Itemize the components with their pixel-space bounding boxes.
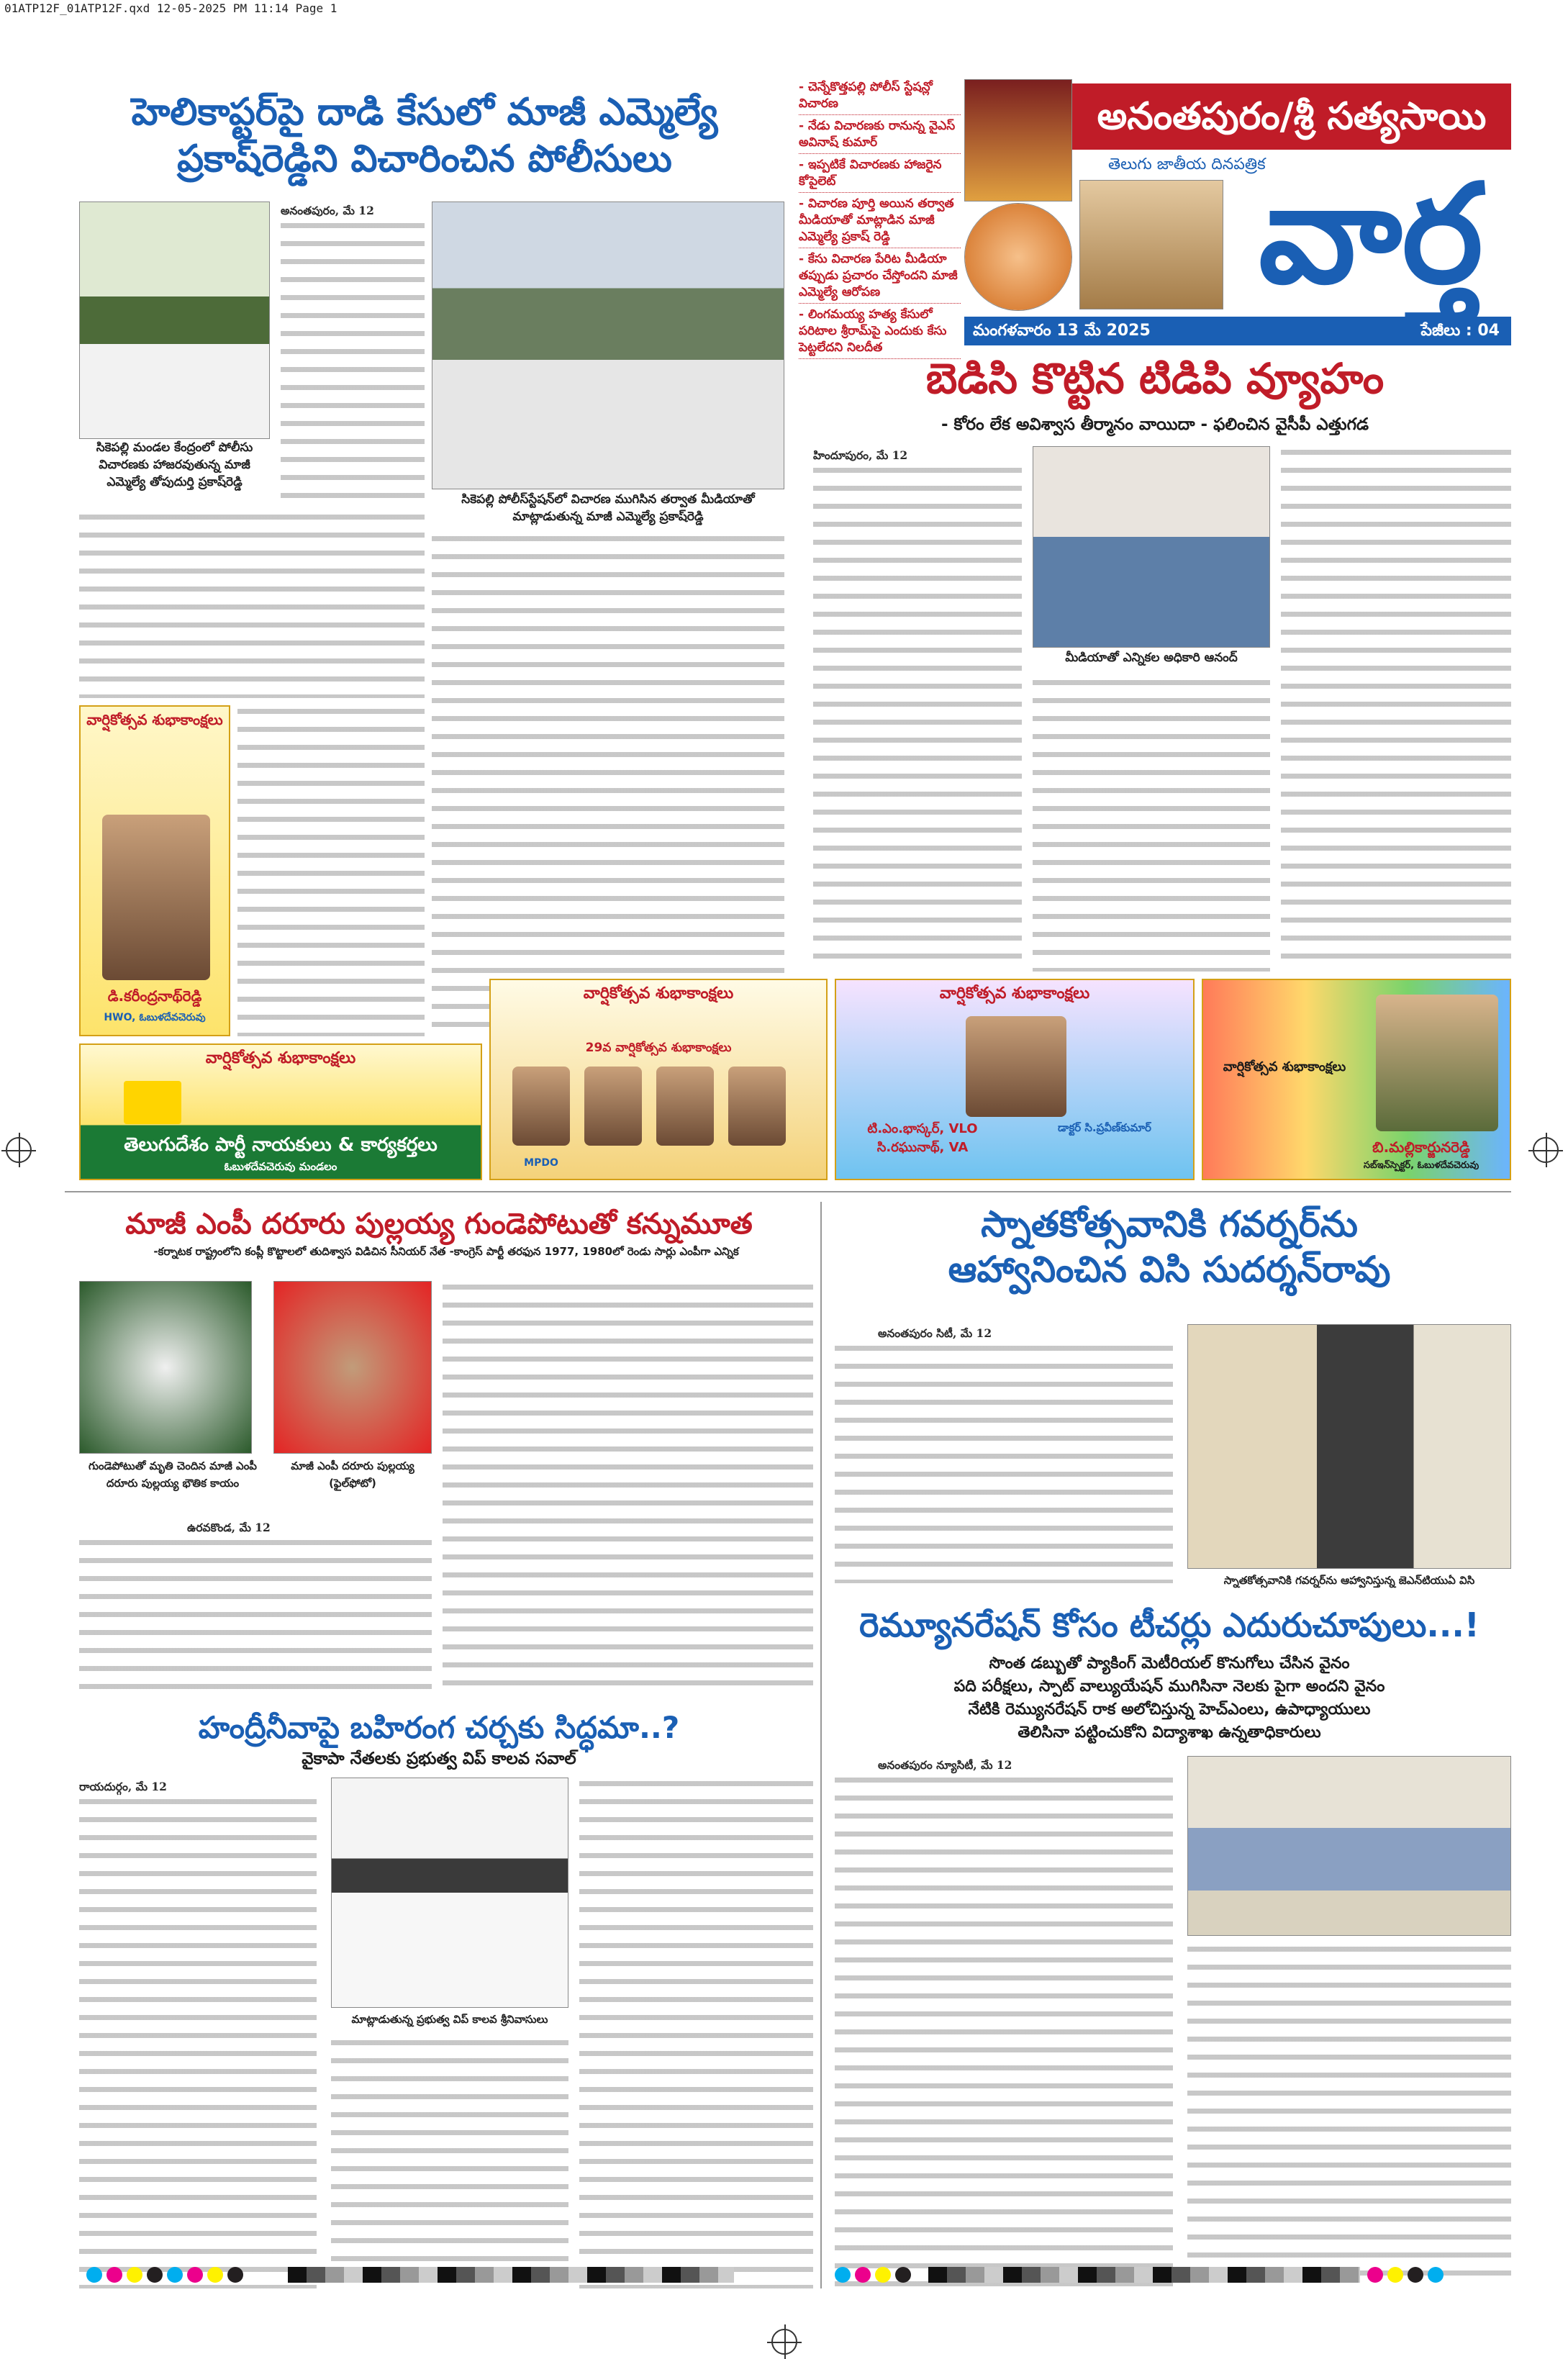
gray-bar-right — [928, 2267, 1360, 2283]
ex-mp-caption-2: మాజీ ఎంపీ దరూరు పుల్లయ్య (ఫైల్‌ఫోటో) — [273, 1457, 432, 1492]
helicopter-caption-2: సికెపల్లి పోలీస్‌స్టేషన్‌లో విచారణ ముగిసిన తర్వాత మీడియాతో మాట్లాడుతున్న మాజీ ఎమ్మెల్యే ప్రకాష్‌రెడ్డి — [432, 491, 784, 525]
ad-tdp-party — [79, 1043, 482, 1180]
print-slug: 01ATP12F_01ATP12F.qxd 12-05-2025 PM 11:14 Page 1 — [4, 1, 337, 15]
ad-person-name: సి.రఘునాథ్, VA — [876, 1140, 969, 1155]
convocation-dateline: అనంతపురం సిటీ, మే 12 — [835, 1324, 1173, 1342]
ex-mp-dateline: ఉరవకొండ, మే 12 — [79, 1518, 432, 1536]
newspaper-page — [65, 79, 1511, 2252]
column-rule — [820, 1202, 822, 2288]
issue-date: మంగళవారం 13 మే 2025 — [973, 322, 1151, 340]
tdp-flag-icon — [124, 1081, 181, 1124]
registration-mark-right-icon — [1533, 1137, 1559, 1163]
ad-person-name: టి.ఎం.భాస్కర్, VLO — [867, 1121, 978, 1136]
handri-col-1 — [79, 1778, 317, 2288]
convocation-headline-line-1: స్నాతకోత్సవానికి గవర్నర్‌ను — [981, 1203, 1358, 1245]
handri-col-2 — [331, 2037, 568, 2288]
helicopter-col-1 — [281, 202, 425, 504]
helicopter-headline-line-2: ప్రకాష్‌రెడ్డిని విచారించిన పోలీసులు — [177, 137, 672, 181]
teachers-subhead-4: తెలిసినా పట్టించుకోని విద్యాశాఖ ఉన్నతాధికారులు — [1018, 1724, 1321, 1742]
color-bar-right — [835, 2267, 911, 2283]
handri-caption: మాట్లాడుతున్న ప్రభుత్వ విప్ కాలవ శ్రీనివాసులు — [331, 2011, 568, 2028]
ad-anniversary-tag: 29వ వార్షికోత్సవ శుభాకాంక్షలు — [585, 1041, 732, 1055]
bullet-item: - లింగమయ్య హత్య కేసులో పరిటాల శ్రీరామ్‌పై ఎందుకు కేసు పెట్టలేదని నిలదీత — [799, 307, 961, 359]
edition-region: అనంతపురం/శ్రీ సత్యసాయి — [1072, 83, 1511, 150]
ad-karindranath — [79, 705, 230, 1036]
tagline: తెలుగు జాతీయ దినపత్రిక — [1108, 155, 1266, 173]
handri-dateline: రాయదుర్గం, మే 12 — [79, 1778, 317, 1796]
ad-portrait — [728, 1067, 786, 1146]
helicopter-bullets — [799, 79, 961, 362]
ad-vlo — [835, 979, 1195, 1180]
ad-greeting: వార్షికోత్సవ శుభాకాంక్షలు — [86, 711, 223, 728]
tdp-photo — [1033, 446, 1270, 648]
color-bar-left — [86, 2267, 243, 2283]
ad-greeting: వార్షికోత్సవ శుభాకాంక్షలు — [583, 984, 734, 1002]
ex-mp-headline: మాజీ ఎంపీ దరూరు పుల్లయ్య గుండెపోటుతో కన్నుమూత — [125, 1208, 753, 1241]
deity-photo — [964, 79, 1072, 202]
ad-portrait — [102, 815, 210, 980]
ad-party-title: తెలుగుదేశం పార్టీ నాయకులు & కార్యకర్తలు — [124, 1134, 438, 1156]
helicopter-dateline: అనంతపురం, మే 12 — [281, 202, 425, 219]
teachers-subhead-3: నేటికి రెమ్యునరేషన్ రాక అలోచిస్తున్న హెచ్‌ఎంలు, ఉపాధ్యాయులు — [968, 1701, 1371, 1719]
ad-portrait — [966, 1016, 1066, 1117]
sai-baba-photo — [964, 203, 1072, 311]
convocation-col-1 — [835, 1324, 1173, 1583]
convocation-caption: స్నాతకోత్సవానికి గవర్నర్‌ను ఆహ్వానిస్తున్న జెఎన్‌టియుఏ విసి — [1187, 1572, 1511, 1589]
ad-person-name: డాక్టర్ సి.ప్రవీణ్‌కుమార్ — [1058, 1121, 1151, 1134]
ad-si — [1202, 979, 1511, 1180]
helicopter-col-2 — [79, 511, 425, 698]
ex-mp-col-2 — [443, 1281, 813, 1698]
page-count: పేజీలు : 04 — [1420, 322, 1500, 340]
date-bar — [964, 317, 1511, 345]
helicopter-headline — [65, 89, 784, 183]
ad-portrait — [656, 1067, 714, 1146]
teachers-subhead-1: సొంత డబ్బుతో ప్యాకింగ్ మెటీరియల్ కొనుగోలు చేసిన వైనం — [989, 1654, 1350, 1672]
convocation-headline — [828, 1202, 1511, 1292]
helicopter-col-3 — [432, 533, 784, 921]
ad-portrait — [512, 1067, 570, 1146]
tdp-subhead: - కోరం లేక అవిశ్వాస తీర్మానం వాయిదా - ఫలించిన వైసీపీ ఎత్తుగడ — [941, 415, 1369, 434]
ex-mp-caption-1: గుండెపోటుతో మృతి చెందిన మాజీ ఎంపీ దరూరు పుల్లయ్య భౌతిక కాయం — [79, 1457, 266, 1492]
ex-mp-subhead: -కర్నాటక రాష్ట్రంలోని కంప్లీ కొట్టాలలో తుదిశ్వాస విడిచిన సీనియర్ నేత -కాంగ్రెస్ పార్టీ తరఫున 1977, 1980లో రెండు సార్లు ఎంపీగా ఎన్నిక — [153, 1245, 739, 1258]
helicopter-photo-1 — [79, 202, 270, 439]
helicopter-headline-line-1: హెలికాప్టర్‌పై దాడి కేసులో మాజీ ఎమ్మెల్యే — [131, 91, 718, 134]
helicopter-caption-1: సికెపల్లి మండల కేంద్రంలో పోలీసు విచారణకు హాజరవుతున్న మాజీ ఎమ్మెల్యే తోపుదుర్తి ప్రకాష్‌రెడ్డి — [79, 439, 270, 491]
ad-person-role: HWO, ఓబుళదేవచెరువు — [104, 1012, 206, 1023]
handri-photo — [331, 1778, 568, 2008]
helicopter-photo-2 — [432, 202, 784, 489]
section-rule — [65, 1191, 1511, 1192]
ex-mp-photo-body — [79, 1281, 252, 1454]
temple-photo — [1079, 180, 1223, 309]
ad-portrait — [1376, 995, 1498, 1131]
tdp-col-1 — [813, 446, 1022, 972]
bullet-item: - కేసు విచారణ పేరిట మీడియా తప్పుడు ప్రచారం చేస్తోందని మాజీ ఎమ్మెల్యే ఆరోపణ — [799, 251, 961, 304]
tdp-col-2 — [1033, 676, 1270, 972]
teachers-col-1 — [835, 1756, 1173, 2288]
tdp-headline: బెడిసి కొట్టిన టిడిపి వ్యూహం — [925, 354, 1385, 403]
convocation-photo — [1187, 1324, 1511, 1569]
bullet-item: - విచారణ పూర్తి అయిన తర్వాత మీడియాతో మాట్లాడిన మాజీ ఎమ్మెల్యే ప్రకాష్ రెడ్డి — [799, 196, 961, 248]
ex-mp-col-1 — [79, 1518, 432, 1698]
ex-mp-photo-file — [273, 1281, 432, 1454]
ad-greeting: వార్షికోత్సవ శుభాకాంక్షలు — [1223, 1059, 1346, 1074]
ad-person-role: సబ్ఇన్‌స్పెక్టర్, ఓబుళదేవచెరువు — [1363, 1160, 1479, 1171]
teachers-dateline: అనంతపురం న్యూసిటీ, మే 12 — [835, 1756, 1173, 1774]
ad-mpdo — [489, 979, 828, 1180]
color-bar-end — [1367, 2267, 1444, 2283]
bullet-item: - నేడు విచారణకు రానున్న వైఎస్ అవినాష్ కుమార్ — [799, 118, 961, 154]
brand-logo: వార్త — [1259, 155, 1483, 314]
handri-headline: హంద్రీనీవాపై బహిరంగ చర్చకు సిద్ధమా..? — [198, 1710, 680, 1745]
bullet-item: - ఇప్పటికే విచారణకు హాజరైన కోపైలెట్ — [799, 157, 961, 193]
ad-person-name: డి.కరీంద్రనాథ్‌రెడ్డి — [107, 987, 202, 1005]
teachers-headline: రెమ్యూనరేషన్ కోసం టీచర్లు ఎదురుచూపులు...! — [859, 1606, 1479, 1644]
masthead — [964, 79, 1511, 345]
handri-subhead: వైకాపా నేతలకు ప్రభుత్వ విప్ కాలవ సవాల్ — [302, 1749, 576, 1768]
convocation-headline-line-2: ఆహ్వానించిన విసి సుదర్శన్‌రావు — [948, 1248, 1391, 1290]
ad-portrait — [584, 1067, 642, 1146]
ad-greeting: వార్షికోత్సవ శుభాకాంక్షలు — [939, 984, 1090, 1002]
ad-person-role: MPDO — [524, 1157, 558, 1169]
tdp-col-3 — [1281, 446, 1511, 972]
teachers-col-2 — [1187, 1943, 1511, 2288]
ad-person-name: బి.మల్లికార్జునరెడ్డి — [1372, 1138, 1470, 1156]
helicopter-col-4 — [237, 705, 425, 1036]
handri-col-3 — [579, 1778, 813, 2288]
teachers-subhead-2: పది పరీక్షలు, స్పాట్ వాల్యుయేషన్ ముగిసినా నెలకు పైగా అందని వైనం — [953, 1677, 1385, 1695]
registration-mark-bottom-icon — [771, 2329, 797, 2355]
teachers-photo — [1187, 1756, 1511, 1936]
bullet-item: - చెన్నేకొత్తపల్లి పోలీస్ స్టేషన్లో విచారణ — [799, 79, 961, 115]
tdp-caption: మీడియాతో ఎన్నికల అధికారి ఆనంద్ — [1033, 649, 1270, 666]
ad-greeting: వార్షికోత్సవ శుభాకాంక్షలు — [205, 1049, 356, 1067]
registration-mark-left-icon — [6, 1137, 32, 1163]
tdp-dateline: హిందూపురం, మే 12 — [813, 446, 1022, 464]
gray-bar-left — [288, 2267, 734, 2283]
ad-party-place: ఓబుళదేవచెరువు మండలం — [224, 1160, 337, 1173]
